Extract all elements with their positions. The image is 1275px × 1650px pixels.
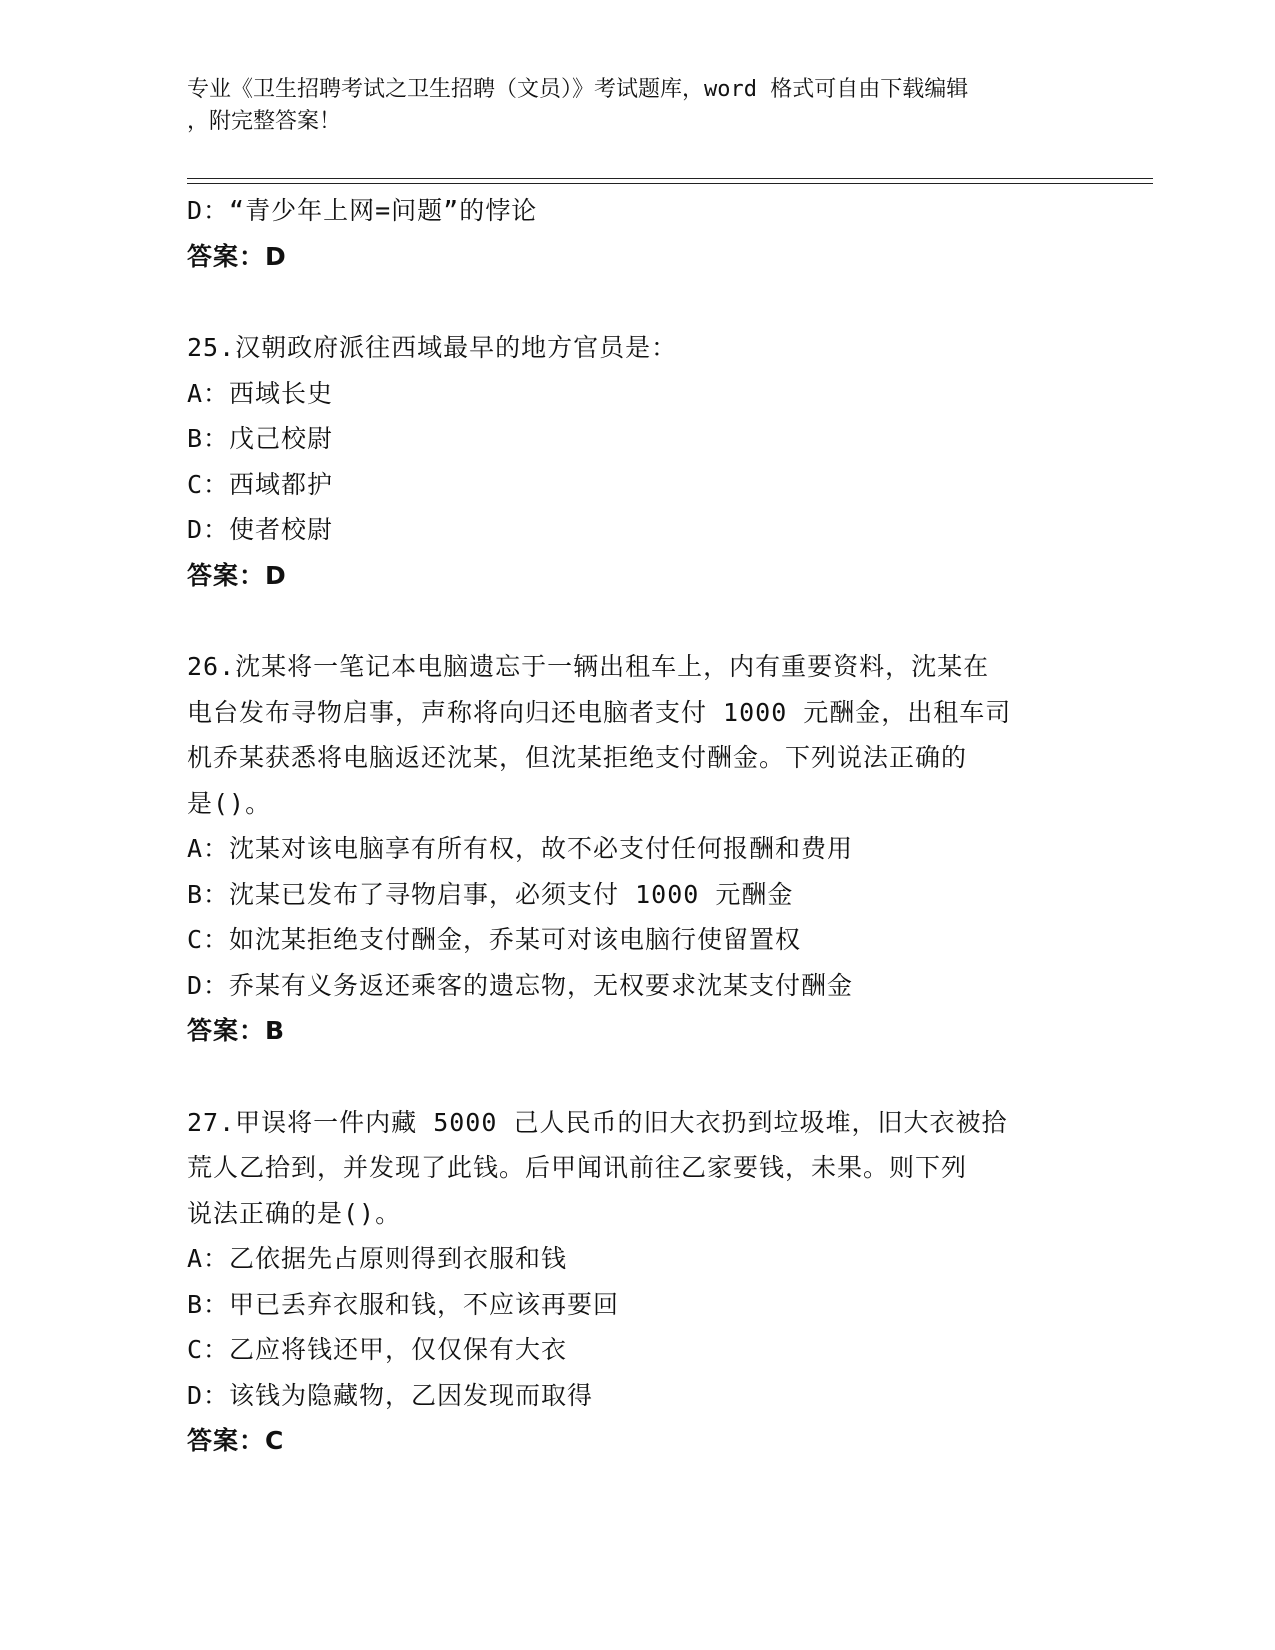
option-b: B：甲已丢弃衣服和钱，不应该再要回 (187, 1289, 620, 1319)
option-d: D：乔某有义务返还乘客的遗忘物，无权要求沈某支付酬金 (187, 970, 854, 1000)
option-b: B：沈某已发布了寻物启事，必须支付 1000 元酬金 (187, 879, 794, 909)
option-b: B：戊己校尉 (187, 424, 334, 453)
header-divider-thick (187, 178, 1153, 179)
answer-line: 答案：D (187, 241, 287, 271)
question-stem-line-2: 荒人乙拾到，并发现了此钱。后甲闻讯前往乙家要钱，未果。则下列 (187, 1153, 968, 1182)
option-d: D：使者校尉 (187, 515, 334, 544)
option-c: C：西域都护 (187, 469, 334, 499)
header-title-line-2: ，附完整答案！ (187, 109, 342, 134)
document-body (187, 188, 1087, 1464)
question-stem-line-1: 27.甲误将一件内藏 5000 己人民币的旧大衣扔到垃圾堆，旧大衣被拾 (187, 1107, 1008, 1137)
spacer (187, 279, 1087, 325)
spacer (187, 598, 1087, 644)
answer-line: 答案：D (187, 560, 287, 590)
option-a: A：乙依据先占原则得到衣服和钱 (187, 1244, 568, 1273)
answer-line: 答案：B (187, 1016, 286, 1045)
header-divider-thin (187, 183, 1153, 184)
answer-line: 答案：C (187, 1426, 285, 1455)
question-stem-line-2: 电台发布寻物启事，声称将向归还电脑者支付 1000 元酬金，出租车司 (187, 697, 1012, 727)
question-stem-line-3: 说法正确的是()。 (187, 1198, 402, 1228)
spacer (187, 1054, 1087, 1100)
option-d: D：“青少年上网=问题”的悖论 (187, 196, 538, 225)
document-header (187, 74, 1087, 138)
option-d: D：该钱为隐藏物，乙因发现而取得 (187, 1380, 594, 1410)
option-a: A：西域长史 (187, 378, 334, 408)
question-26 (187, 644, 1087, 1054)
option-c: C：如沈某拒绝支付酬金，乔某可对该电脑行使留置权 (187, 925, 802, 954)
question-stem-line-1: 26.沈某将一笔记本电脑遗忘于一辆出租车上，内有重要资料，沈某在 (187, 652, 990, 681)
header-title-line-1: 专业《卫生招聘考试之卫生招聘（文员）》考试题库，word 格式可自由下载编辑 (187, 77, 969, 102)
option-a: A：沈某对该电脑享有所有权，故不必支付任何报酬和费用 (187, 834, 854, 863)
option-c: C：乙应将钱还甲，仅仅保有大衣 (187, 1335, 568, 1364)
question-stem: 25.汉朝政府派往西域最早的地方官员是： (187, 333, 678, 362)
question-stem-line-4: 是()。 (187, 788, 272, 818)
question-stem-line-3: 机乔某获悉将电脑返还沈某，但沈某拒绝支付酬金。下列说法正确的 (187, 743, 968, 772)
question-25 (187, 325, 1087, 598)
question-27 (187, 1100, 1087, 1464)
question-24-carryover (187, 188, 1087, 279)
